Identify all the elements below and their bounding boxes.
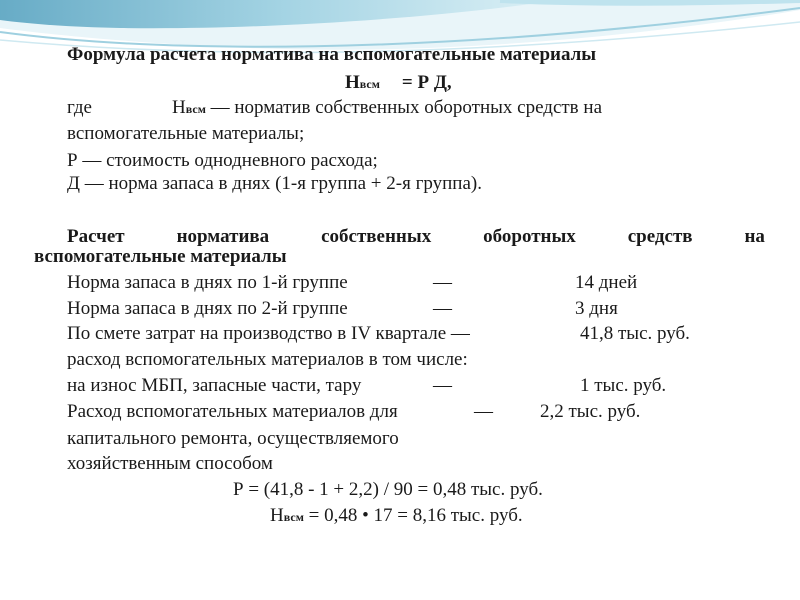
row-dash: —: [433, 298, 452, 319]
def-h-subscript: всм: [185, 102, 206, 116]
definition-h-cont: вспомогательные материалы;: [67, 123, 305, 144]
wear-label: на износ МБП, запасные части, тару: [67, 375, 362, 396]
formula-rhs: = Р Д,: [401, 72, 452, 93]
title-word: на: [744, 226, 765, 247]
title-word: собственных: [321, 226, 432, 247]
title-word: оборотных: [483, 226, 576, 247]
formula-symbol: Н: [345, 72, 360, 93]
calc-p: Р = (41,8 - 1 + 2,2) / 90 = 0,48 тыс. руб.: [233, 479, 543, 500]
expense-line: расход вспомогательных материалов в том числе:: [67, 349, 468, 370]
row-value: 14 дней: [575, 272, 638, 293]
repair-line3: хозяйственным способом: [67, 453, 273, 474]
formula-main: [345, 72, 452, 95]
calc-h-symbol: Н: [270, 505, 284, 526]
section2-title: [67, 226, 765, 248]
definition-h: [172, 97, 602, 120]
repair-value: 2,2 тыс. руб.: [540, 401, 641, 422]
calc-h-subscript: всм: [283, 510, 304, 524]
title-word: норматива: [176, 226, 270, 247]
repair-line1: Расход вспомогательных материалов для: [67, 401, 398, 422]
formula-subscript: всм: [359, 77, 380, 91]
row-value: 3 дня: [575, 298, 618, 319]
title-word: Расчет: [67, 226, 125, 247]
repair-dash: —: [474, 401, 493, 422]
title-word: средств: [627, 226, 693, 247]
row-label: Норма запаса в днях по 2-й группе: [67, 298, 348, 319]
row-dash: —: [433, 272, 452, 293]
section2-title-cont: вспомогательные материалы: [34, 246, 287, 267]
wear-dash: —: [433, 375, 452, 396]
definition-d: Д — норма запаса в днях (1-я группа + 2-я группа).: [67, 173, 482, 194]
calc-h-rhs: = 0,48 • 17 = 8,16 тыс. руб.: [308, 505, 523, 526]
def-h-symbol: Н: [172, 97, 186, 118]
where-word: где: [67, 97, 92, 118]
row-value: 41,8 тыс. руб.: [580, 323, 690, 344]
definition-p: Р — стоимость однодневного расхода;: [67, 150, 378, 171]
row-label: По смете затрат на производство в IV квартале —: [67, 323, 470, 344]
repair-line2: капитального ремонта, осуществляемого: [67, 428, 399, 449]
calc-h: [270, 505, 523, 528]
wear-value: 1 тыс. руб.: [580, 375, 667, 396]
section1-title: Формула расчета норматива на вспомогательные материалы: [67, 44, 597, 65]
row-label: Норма запаса в днях по 1-й группе: [67, 272, 348, 293]
def-h-text: — норматив собственных оборотных средств на: [210, 97, 603, 118]
